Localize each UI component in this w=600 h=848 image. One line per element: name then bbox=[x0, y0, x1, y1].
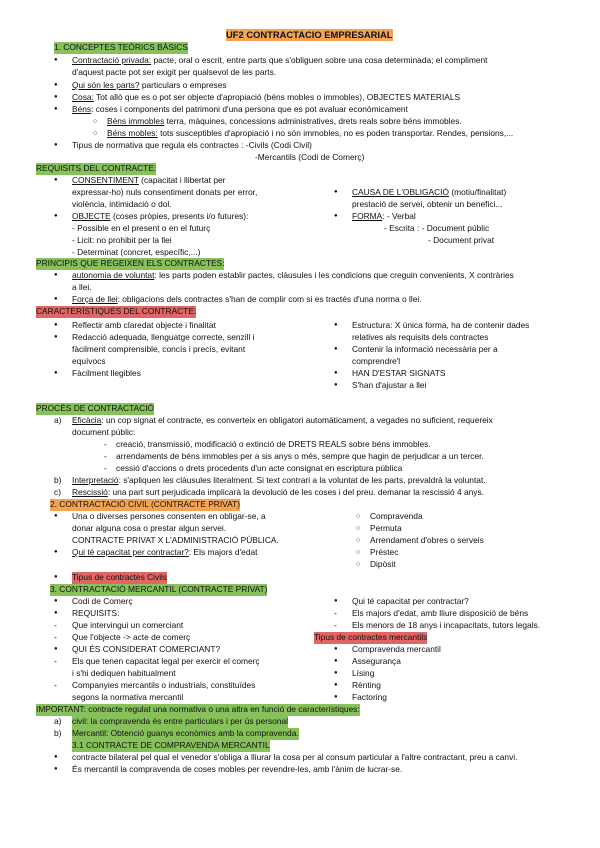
list-item-continued: relatives als requisits dels contractes bbox=[352, 332, 489, 342]
section-heading-mercantil: 3. CONTRACTACIÓ MERCANTIL (CONTRACTE PRIVAT) bbox=[50, 584, 268, 594]
mercantil-type-item: ● Rènting bbox=[352, 680, 381, 692]
list-marker: b) bbox=[54, 728, 62, 738]
term-label: Qui són les parts? bbox=[72, 80, 140, 90]
term-label: autonomia de voluntat bbox=[72, 270, 155, 280]
term-text: : un cop signat el contracte, es converteix en obligatori automàticament, a vegades no suficient, requereix bbox=[101, 415, 493, 425]
term-text: : coses i components del patrimoni d'una persona que es pot avaluar econòmicament bbox=[91, 104, 408, 114]
list-item bbox=[72, 80, 227, 92]
term-label: Qui té capacitat per contractar? bbox=[72, 547, 189, 557]
civil-types-label: ● Tipus de contractes Civils bbox=[72, 572, 167, 584]
dash-text: Els majors d'edat, amb lliure disposició de béns bbox=[352, 608, 529, 618]
list-marker: b) bbox=[54, 475, 62, 485]
term-text: (capacitat i llibertat per bbox=[138, 175, 226, 185]
dash-item-continued: i s'hi dediquen habitualment bbox=[72, 668, 176, 678]
civil-type-item: ○ Préstec bbox=[370, 547, 398, 559]
list-item: ● REQUISITS: bbox=[72, 608, 119, 620]
term-text: tots susceptibles d'apropiació i no són immobles, no es poden transportar. Rendes, pensions,... bbox=[157, 128, 514, 138]
dash-text: Companyies mercantils o industrials, constituïdes bbox=[72, 680, 256, 690]
dash-text: cessió d'accions o drets procedents d'un acte consignat en escriptura pública bbox=[116, 463, 403, 473]
term-text: : Els majors d'edat bbox=[188, 547, 258, 557]
list-item bbox=[72, 55, 487, 67]
list-item bbox=[72, 270, 514, 282]
section-heading-caracteristiques: CARACTERÍSTIQUES DEL CONTRACTE: bbox=[36, 306, 197, 316]
important-note: IMPORTANT: contracte regulat una normativa o una altra en funció de característiques: bbox=[36, 704, 360, 714]
list-item: Mercantil: Obtenció guanys econòmics amb la compravenda. bbox=[72, 728, 299, 738]
list-item bbox=[72, 487, 484, 499]
list-item-continued: document públic: bbox=[72, 427, 136, 437]
list-item-continued: - Possible en el present o en el futurç bbox=[72, 223, 211, 233]
list-item: ● Codi de Comerç bbox=[72, 596, 133, 608]
section-heading-principis: PRINCIPIS QUE REGEIXEN ELS CONTRACTES: bbox=[36, 258, 225, 268]
list-item-continued: CONTRACTE PRIVAT X L'ADMINISTRACIÓ PÚBLICA. bbox=[72, 535, 279, 545]
term-label: Interpretació bbox=[72, 475, 119, 485]
dash-text: Els que tenen capacitat legal per exercir el comerç bbox=[72, 656, 260, 666]
list-item-continued: expressar-ho) nuls consentiment donats per error, bbox=[72, 187, 258, 197]
dash-text: creació, transmissió, modificació o extinció de DRETS REALS sobre béns immobles. bbox=[116, 439, 431, 449]
section-heading-concepts: 1. CONCEPTES TEÒRICS BÀSICS bbox=[54, 42, 188, 52]
list-item-continued: d'aquest pacte pot ser exigit per qualsevol de les parts. bbox=[72, 67, 277, 77]
list-item: ● Contenir la informació necessària per a bbox=[352, 344, 498, 356]
term-label: Força de llei bbox=[72, 294, 118, 304]
list-item bbox=[72, 547, 258, 559]
term-text: : les parts poden establir pactes, clàusules i les condicions que creguin convenients, X contràries bbox=[154, 270, 514, 280]
dash-item: - Els que tenen capacitat legal per exercir el comerç bbox=[54, 656, 260, 666]
page-title: UF2 CONTRACTACIO EMPRESARIAL bbox=[226, 29, 393, 40]
list-item-continued: - Escrita : - Document públic bbox=[384, 223, 490, 233]
mercantil-type-item: ● Compravenda mercantil bbox=[352, 644, 441, 656]
dash-item: - arrendaments de béns immobles per a sis anys o més, sempre que hagin de perjudicar a un tercer. bbox=[104, 451, 484, 461]
list-item: ● Estructura: X única forma, ha de contenir dades bbox=[352, 320, 529, 332]
list-marker: a) bbox=[54, 415, 62, 425]
section-heading-requisits: REQUISITS DEL CONTRACTE: bbox=[36, 163, 157, 173]
dash-item-continued: segons la normativa mercantil bbox=[72, 692, 184, 702]
list-marker: c) bbox=[54, 487, 61, 497]
dash-text: Que intervingui un comerciant bbox=[72, 620, 184, 630]
term-text: : s'apliquen les clàusules literalment. Si text contrari a la voluntat de les parts, prevaldrà la voluntat. bbox=[118, 475, 486, 485]
dash-item: - Que l'objecte -> acte de comerç bbox=[54, 632, 191, 642]
list-item bbox=[352, 187, 506, 199]
section-heading-civil: 2. CONTRACTACIÓ CIVIL (CONTRACTE PRIVAT) bbox=[50, 499, 240, 509]
dash-item: - creació, transmissió, modificació o extinció de DRETS REALS sobre béns immobles. bbox=[104, 439, 431, 449]
term-text: Tot allò que es o pot ser objecte d'apropiació (béns mobles o immobles), OBJECTES MATERIALS bbox=[93, 92, 461, 102]
civil-type-item: ○ Permuta bbox=[370, 523, 402, 535]
mercantil-types-label: Tipus de contractes mercantils bbox=[314, 632, 428, 642]
term-text: particulars o empreses bbox=[139, 80, 227, 90]
list-item: ● Tipus de normativa que regula els contractes : -Civils (Codi Civil) bbox=[72, 140, 312, 152]
list-item-continued: violència, intimidació o dol. bbox=[72, 199, 172, 209]
list-item-continued: -Mercantils (Codi de Comerç) bbox=[255, 152, 365, 162]
list-item-continued: fàcilment comprensible, concís i precís, evitant bbox=[72, 344, 246, 354]
term-label: OBJECTE bbox=[72, 211, 111, 221]
list-item bbox=[72, 104, 408, 116]
sub-list-item bbox=[107, 116, 462, 128]
term-text: terra, màquines, concessions administratives, drets reals sobre béns immobles. bbox=[164, 116, 462, 126]
section-heading-compravenda: 3.1 CONTRACTE DE COMPRAVENDA MERCANTIL bbox=[72, 740, 270, 750]
list-item bbox=[72, 92, 460, 104]
list-item-continued: - Determinat (concret, específic,...) bbox=[72, 247, 201, 257]
mercantil-type-item: ● Factoring bbox=[352, 692, 387, 704]
term-label: Eficàcia bbox=[72, 415, 102, 425]
list-item: ● HAN D'ESTAR SIGNATS bbox=[352, 368, 445, 380]
list-item: ● Una o diverses persones consenten en obligar-se, a bbox=[72, 511, 266, 523]
list-item: ● Reflectir amb claredat objecte i finalitat bbox=[72, 320, 216, 332]
term-text: : una part surt perjudicada implicarà la devolució de les coses i del preu. demanar la rescissió 4 anys. bbox=[107, 487, 484, 497]
term-text: (motiu/finalitat) bbox=[449, 187, 507, 197]
term-label: Cosa: bbox=[72, 92, 94, 102]
list-item bbox=[72, 475, 486, 487]
list-item-continued: equívocs bbox=[72, 356, 106, 366]
list-item: civil: la compravenda és entre particulars i per ús personal bbox=[72, 716, 288, 726]
list-item-continued: donar alguna cosa o prestar algun servei. bbox=[72, 523, 227, 533]
list-item bbox=[72, 294, 422, 306]
dash-item: - cessió d'accions o drets procedents d'un acte consignat en escriptura pública bbox=[104, 463, 403, 473]
list-item-continued: - Licit: no prohibit per la llei bbox=[72, 235, 172, 245]
term-text: pacte, oral o escrit, entre parts que s'obliguen sobre una cosa determinada; el compliment bbox=[151, 55, 488, 65]
sub-list-item bbox=[107, 128, 513, 140]
dash-item: - Companyies mercantils o industrials, constituïdes bbox=[54, 680, 256, 690]
term-label: FORMA bbox=[352, 211, 383, 221]
civil-type-item: ○ Arrendament d'obres o serveis bbox=[370, 535, 484, 547]
dash-item: - Els menors de 18 anys i incapacitats, tutors legals. bbox=[334, 620, 541, 630]
list-item: ● contracte bilateral pel qual el venedor s'obliga a lliurar la cosa per al consum particular a l'altre contractant, preu a canvi. bbox=[72, 752, 517, 764]
dash-text: arrendaments de béns immobles per a sis anys o més, sempre que hagin de perjudicar a un tercer. bbox=[116, 451, 484, 461]
term-label: CAUSA DE L'OBLIGACIÓ bbox=[352, 187, 450, 197]
list-marker: a) bbox=[54, 716, 62, 726]
term-label: Rescissió bbox=[72, 487, 108, 497]
mercantil-type-item: ● Lísing bbox=[352, 668, 374, 680]
list-item bbox=[72, 175, 225, 187]
mercantil-type-item: ● Assegurança bbox=[352, 656, 401, 668]
list-item: ● Redacció adequada, llenguatge correcte, senzill i bbox=[72, 332, 255, 344]
list-item: ● És mercantil la compravenda de coses mobles per revendre-les, amb l'ànim de lucrar-se. bbox=[72, 764, 402, 776]
term-label: Béns immobles bbox=[107, 116, 165, 126]
list-item bbox=[72, 211, 248, 223]
dash-text: Els menors de 18 anys i incapacitats, tutors legals. bbox=[352, 620, 541, 630]
list-item-continued: prestació de servei, obtenir un benefici... bbox=[352, 199, 503, 209]
civil-type-item: ○ Compravenda bbox=[370, 511, 423, 523]
term-text: : obligacions dels contractes s'han de complir com si es tractés d'una norma o llei. bbox=[117, 294, 422, 304]
list-item: ● Qui té capacitat per contractar? bbox=[352, 596, 469, 608]
term-label: Béns mobles: bbox=[107, 128, 158, 138]
section-heading-proces: PROCÉS DE CONTRACTACIÓ bbox=[36, 403, 155, 413]
list-item: ● Fàcilment llegibles bbox=[72, 368, 141, 380]
term-text: (coses pròpies, presents i/o futures): bbox=[110, 211, 249, 221]
term-text: : - Verbal bbox=[382, 211, 416, 221]
list-item: ● S'han d'ajustar a llei bbox=[352, 380, 426, 392]
list-item-continued: a llei. bbox=[72, 282, 92, 292]
list-item bbox=[72, 415, 493, 427]
term-label: Béns bbox=[72, 104, 92, 114]
term-label: Contractació privada: bbox=[72, 55, 152, 65]
list-item-continued: - Document privat bbox=[428, 235, 495, 245]
list-item bbox=[352, 211, 416, 223]
list-item: ● QUI ÉS CONSIDERAT COMERCIANT? bbox=[72, 644, 220, 656]
list-item-continued: comprendre'l bbox=[352, 356, 401, 366]
dash-item: - Que intervingui un comerciant bbox=[54, 620, 184, 630]
dash-item: - Els majors d'edat, amb lliure disposició de béns bbox=[334, 608, 529, 618]
dash-text: Que l'objecte -> acte de comerç bbox=[72, 632, 191, 642]
civil-type-item: ○ Dipòsit bbox=[370, 559, 396, 571]
term-label: CONSENTIMENT bbox=[72, 175, 139, 185]
